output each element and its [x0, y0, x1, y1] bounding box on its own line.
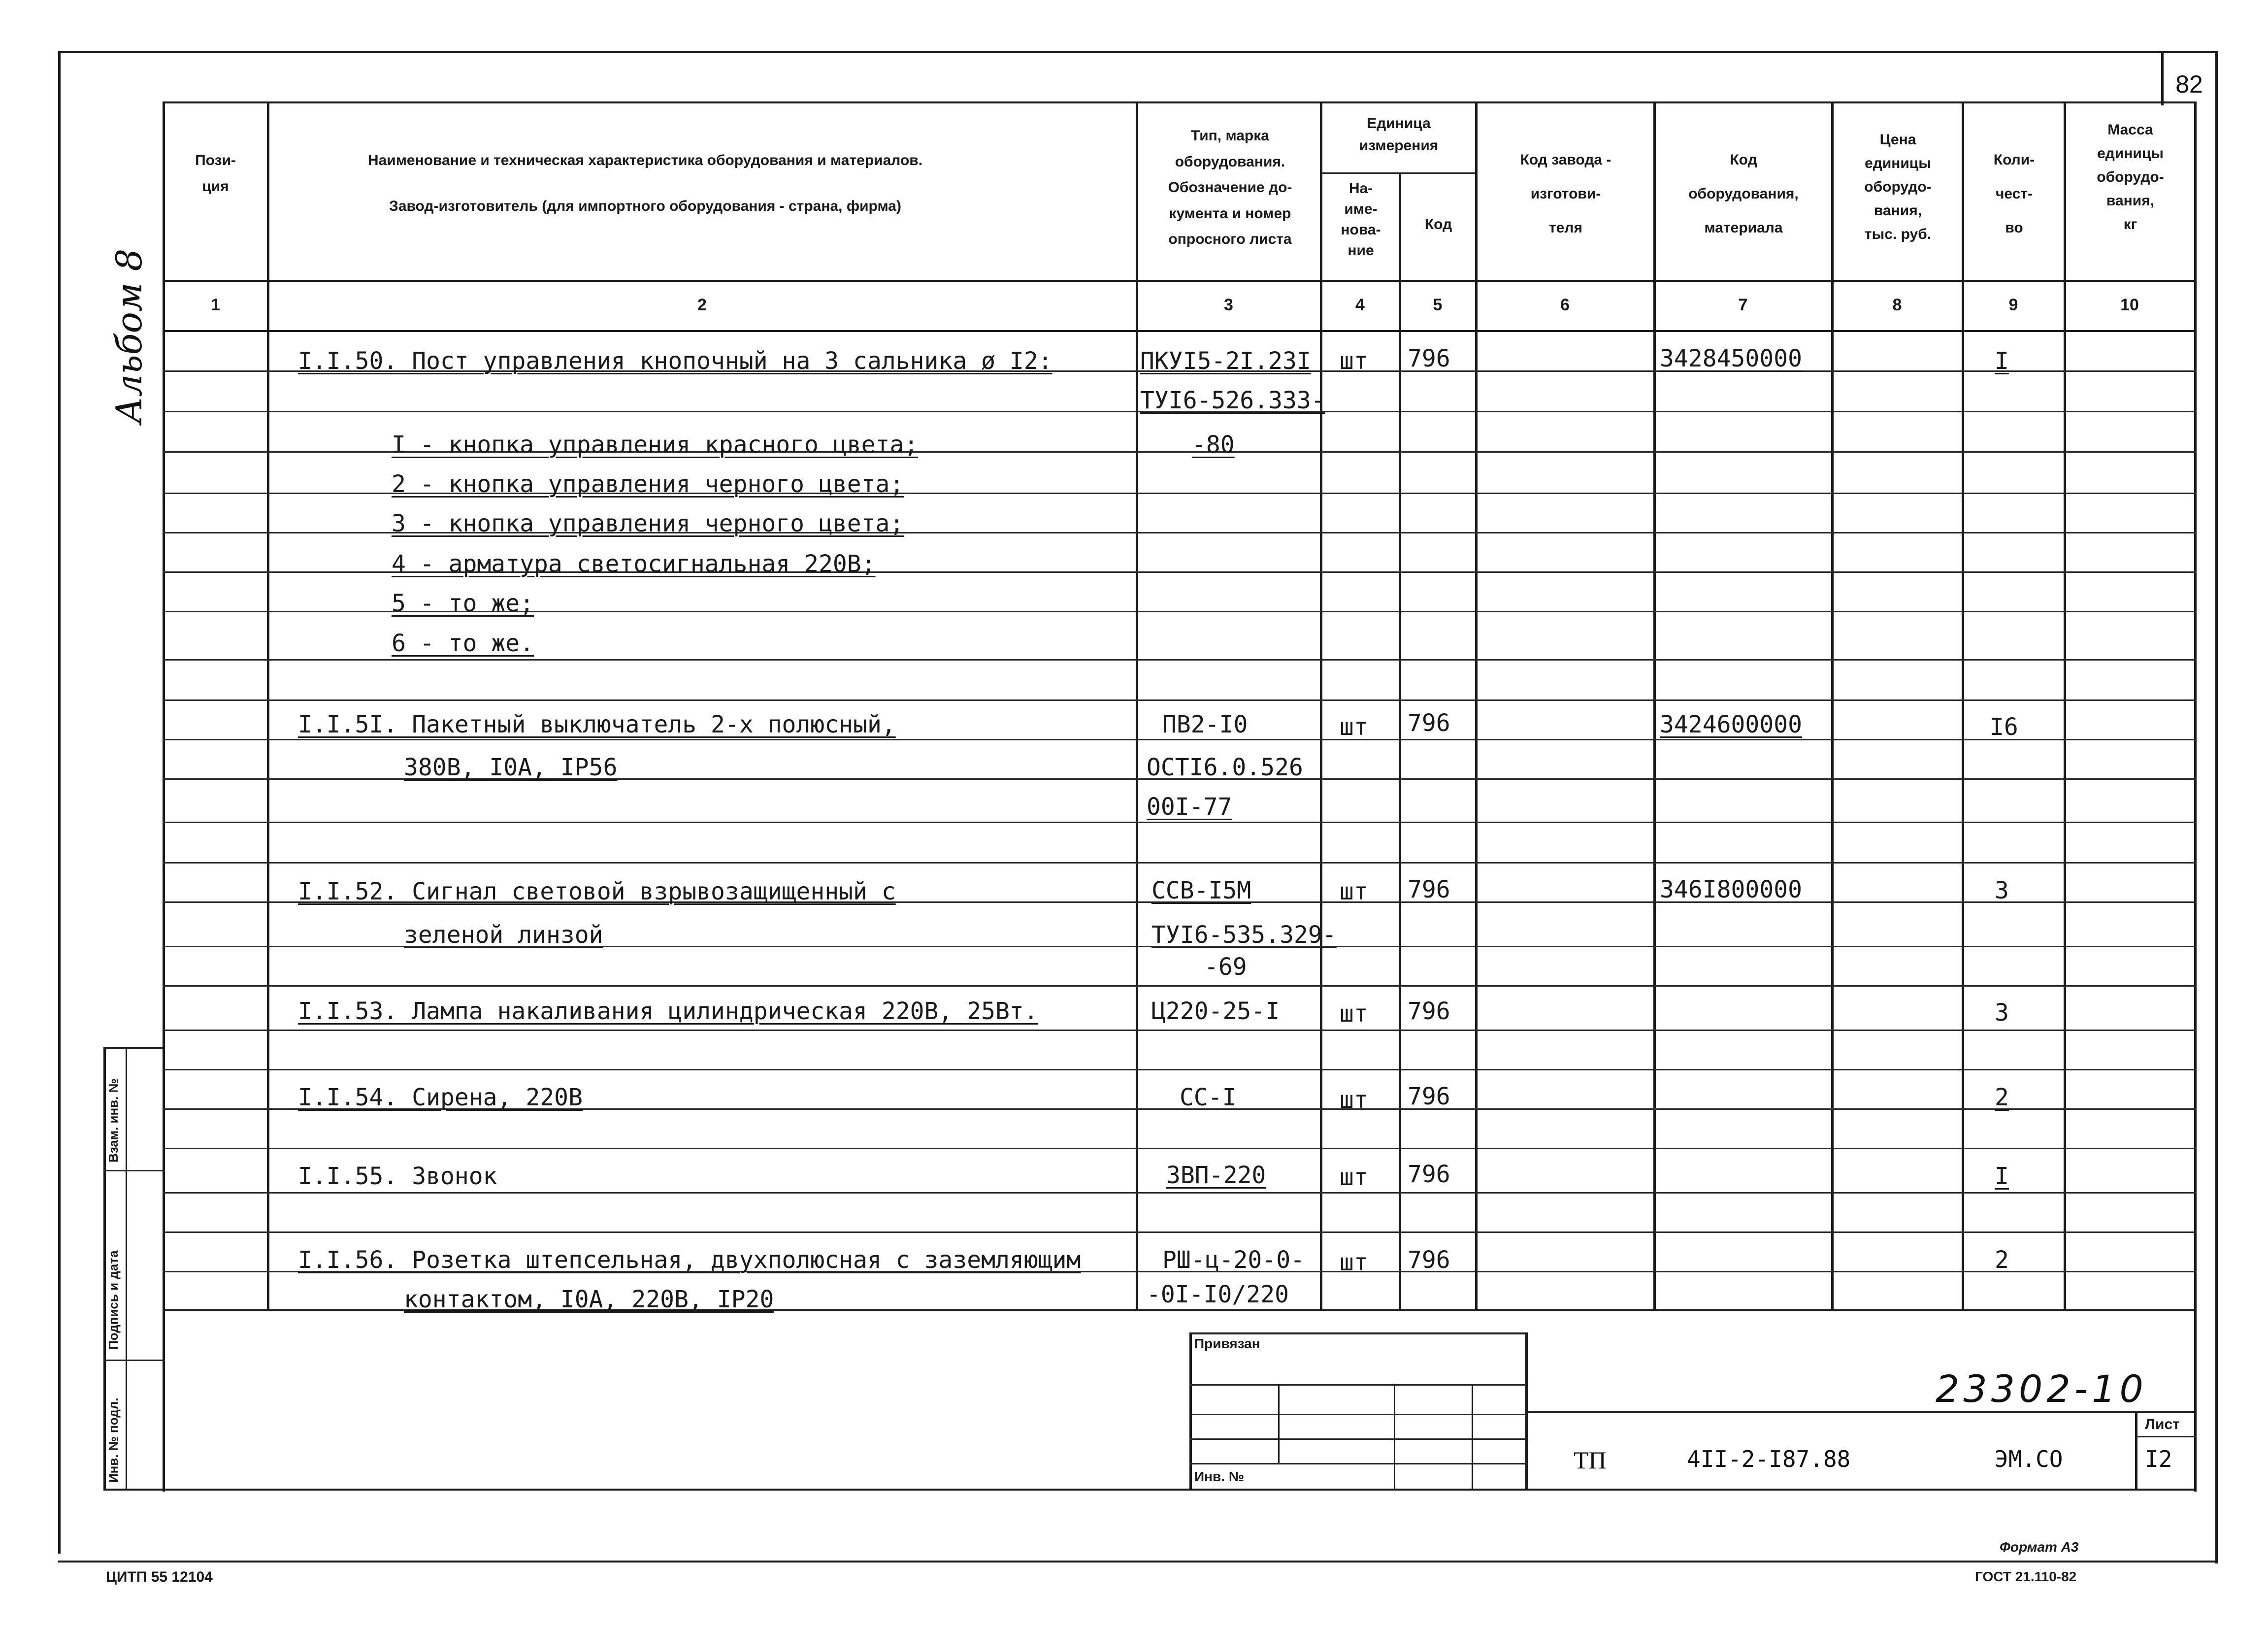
row-line	[163, 1192, 2197, 1194]
row-56-qty: 2	[1995, 1246, 2009, 1274]
frame-right	[2215, 51, 2218, 1563]
tied-box-right	[1525, 1332, 1528, 1490]
col-num-9: 9	[2008, 296, 2018, 314]
row-54-type: СС-I	[1180, 1084, 1237, 1111]
album-note: Альбом 8	[108, 248, 150, 424]
frame-top	[58, 51, 2218, 53]
row-50-name: I.I.50. Пост управления кнопочный на 3 сальника ø I2:	[298, 347, 1052, 375]
row-52-type-3: -69	[1204, 953, 1247, 981]
row-52-name-2: зеленой линзой	[404, 921, 603, 949]
row-50-sub-2: 2 - кнопка управления черного цвета;	[392, 470, 904, 498]
row-50-equip: 3428450000	[1660, 345, 1802, 372]
row-53-type: Ц220-25-I	[1151, 997, 1280, 1025]
row-52-qty: 3	[1995, 877, 2009, 904]
row-55-name: I.I.55. Звонок	[298, 1163, 497, 1190]
row-52-code: 796	[1408, 876, 1450, 903]
row-50-unit: шт	[1340, 347, 1368, 375]
row-52-type-2: ТУI6-535.329-	[1151, 921, 1337, 949]
row-56-type: РШ-ц-20-0-	[1162, 1246, 1305, 1274]
row-55-qty: I	[1995, 1163, 2009, 1190]
row-51-unit: шт	[1340, 713, 1368, 741]
page-number: 82	[2175, 70, 2203, 98]
row-50-type: ПКУI5-2I.23I	[1140, 347, 1311, 375]
stamp-strip-line	[103, 1170, 165, 1171]
header-plant-code: Код завода - изготови- теля	[1520, 152, 1611, 236]
col-num-1: 1	[211, 296, 220, 314]
header-type: Тип, марка оборудования. Обозначение до- кумента и номер опросного листа	[1168, 128, 1292, 247]
row-53-unit: шт	[1340, 1000, 1368, 1028]
drawing-number: 23302-10	[1936, 1367, 2147, 1411]
col-num-5: 5	[1433, 296, 1443, 314]
title-block-mid	[1527, 1411, 2197, 1413]
row-50-sub-5: 5 - то же;	[392, 590, 534, 617]
row-line	[163, 985, 2197, 987]
unit-split	[1320, 172, 1475, 174]
tied-box-line	[1189, 1463, 1527, 1464]
row-line	[163, 1030, 2197, 1031]
row-55-type: ЗВП-220	[1166, 1162, 1266, 1189]
row-51-equip: 3424600000	[1660, 711, 1802, 738]
col-num-4: 4	[1355, 296, 1365, 314]
row-line	[163, 1069, 2197, 1070]
row-53-qty: 3	[1995, 999, 2009, 1027]
col-num-2: 2	[697, 296, 707, 314]
header-bottom	[163, 280, 2197, 282]
col-line-5	[1475, 101, 1478, 1309]
tied-box-left	[1189, 1332, 1192, 1490]
format-label: Формат А3	[2000, 1539, 2079, 1555]
row-50-type-3: -80	[1192, 431, 1235, 459]
title-block-bottom	[103, 1489, 2197, 1491]
header-name-sub: Завод-изготовитель (для импортного оборудования - страна, фирма)	[389, 198, 901, 214]
row-line	[163, 659, 2197, 661]
row-51-code: 796	[1408, 709, 1450, 737]
col-num-3: 3	[1224, 296, 1233, 314]
stamp-signature-date: Подпись и дата	[106, 1250, 121, 1350]
row-56-type-2: -0I-I0/220	[1147, 1281, 1289, 1308]
header-mass: Масса единицы оборудо- вания, кг	[2097, 122, 2164, 233]
row-54-unit: шт	[1340, 1086, 1368, 1114]
inv-label: Инв. №	[1194, 1469, 1245, 1484]
row-51-name-2: 380В, I0А, IP56	[404, 754, 618, 781]
col-line-8	[1962, 101, 1964, 1309]
row-52-unit: шт	[1340, 878, 1368, 905]
sheet-box-left	[2135, 1411, 2137, 1490]
row-54-qty: 2	[1995, 1084, 2009, 1111]
sheet-label: Лист	[2145, 1416, 2180, 1432]
header-position: Пози- ция	[195, 152, 236, 195]
tied-box-col	[1394, 1384, 1395, 1490]
colnum-bottom	[163, 330, 2197, 332]
row-52-type: ССВ-I5М	[1151, 877, 1251, 904]
row-51-type: ПВ2-I0	[1162, 711, 1248, 738]
tied-box-col	[1278, 1384, 1280, 1463]
row-52-name: I.I.52. Сигнал световой взрывозащищенный с	[298, 878, 896, 905]
header-unit-name: На- име- нова- ние	[1341, 180, 1381, 259]
header-equip-code: Код оборудования, материала	[1688, 152, 1799, 236]
row-line	[163, 1231, 2197, 1233]
tied-box-line	[1189, 1438, 1527, 1440]
doc-type: ЭМ.СО	[1995, 1446, 2063, 1472]
row-50-sub-6: 6 - то же.	[392, 630, 534, 657]
row-56-name-2: контактом, I0А, 220В, IP20	[404, 1286, 774, 1313]
sheet-number: I2	[2145, 1446, 2172, 1472]
frame-left	[58, 51, 61, 1554]
table-top	[163, 101, 2197, 103]
gost-label: ГОСТ 21.110-82	[1975, 1569, 2077, 1584]
row-50-sub-4: 4 - арматура светосигнальная 220В;	[392, 550, 876, 578]
row-54-name: I.I.54. Сирена, 220В	[298, 1084, 583, 1111]
header-unit-code: Код	[1424, 216, 1452, 233]
tied-box-line	[1189, 1414, 1527, 1415]
printer-mark: ЦИТП 55 12104	[106, 1569, 213, 1585]
row-51-type-2: ОСТI6.0.526	[1147, 754, 1303, 781]
col-num-7: 7	[1738, 296, 1748, 314]
row-50-qty: I	[1995, 347, 2009, 375]
header-qty: Коли- чест- во	[1993, 152, 2035, 236]
col-num-6: 6	[1560, 296, 1570, 314]
row-53-name: I.I.53. Лампа накаливания цилиндрическая 220В, 25Вт.	[298, 997, 1038, 1025]
col-num-8: 8	[1892, 296, 1902, 314]
header-unit: Единица измерения	[1359, 115, 1439, 154]
header-price: Цена единицы оборудо- вания, тыс. руб.	[1864, 132, 1932, 242]
row-55-unit: шт	[1340, 1164, 1368, 1191]
stamp-strip-mid	[126, 1047, 127, 1490]
header-name: Наименование и техническая характеристика оборудования и материалов.	[367, 152, 923, 168]
row-50-sub-1: I - кнопка управления красного цвета;	[392, 431, 919, 459]
stamp-replace-inv: Взам. инв. №	[106, 1078, 121, 1163]
row-54-code: 796	[1408, 1083, 1450, 1110]
row-56-name: I.I.56. Розетка штепсельная, двухполюсная с заземляющим	[298, 1246, 1081, 1274]
tied-box-top	[1189, 1332, 1527, 1334]
row-50-code: 796	[1408, 345, 1450, 372]
col-line-2	[1136, 101, 1138, 1309]
code-prefix: ТП	[1574, 1446, 1607, 1474]
row-line	[163, 862, 2197, 864]
tied-box-col	[1472, 1384, 1473, 1490]
col-num-10: 10	[2120, 296, 2139, 314]
stamp-original-inv: Инв. № подл.	[106, 1397, 121, 1483]
col-line-6	[1653, 101, 1656, 1309]
tied-label: Привязан	[1194, 1336, 1260, 1351]
col-line-9	[2064, 101, 2066, 1309]
col-line-1	[267, 101, 269, 1309]
stamp-strip-line	[103, 1360, 165, 1361]
row-50-sub-3: 3 - кнопка управления черного цвета;	[392, 510, 904, 537]
row-55-code: 796	[1408, 1161, 1450, 1188]
col-line-7	[1831, 101, 1834, 1309]
row-56-unit: шт	[1340, 1249, 1368, 1276]
row-line	[163, 1148, 2197, 1149]
col-line-10	[2194, 101, 2197, 1492]
col-line-3	[1320, 101, 1322, 1309]
row-53-code: 796	[1408, 997, 1450, 1025]
page-number-box-left	[2161, 51, 2164, 105]
document-code: 4II-2-I87.88	[1687, 1446, 1851, 1472]
sheet-box-split	[2135, 1436, 2197, 1437]
col-line-4	[1399, 172, 1401, 1309]
row-50-type-2: ТУI6-526.333-	[1140, 387, 1325, 414]
row-56-code: 796	[1408, 1246, 1450, 1274]
tied-box-line	[1189, 1384, 1527, 1386]
row-line	[163, 739, 2197, 740]
row-51-type-3: 00I-77	[1147, 793, 1232, 821]
stamp-strip-top	[103, 1047, 165, 1049]
row-line	[163, 822, 2197, 823]
row-52-equip: 346I800000	[1660, 876, 1802, 903]
row-line	[163, 699, 2197, 701]
row-51-qty: I6	[1990, 713, 2018, 741]
frame-bottom	[58, 1561, 2218, 1563]
row-51-name: I.I.5I. Пакетный выключатель 2-х полюсный,	[298, 711, 896, 738]
